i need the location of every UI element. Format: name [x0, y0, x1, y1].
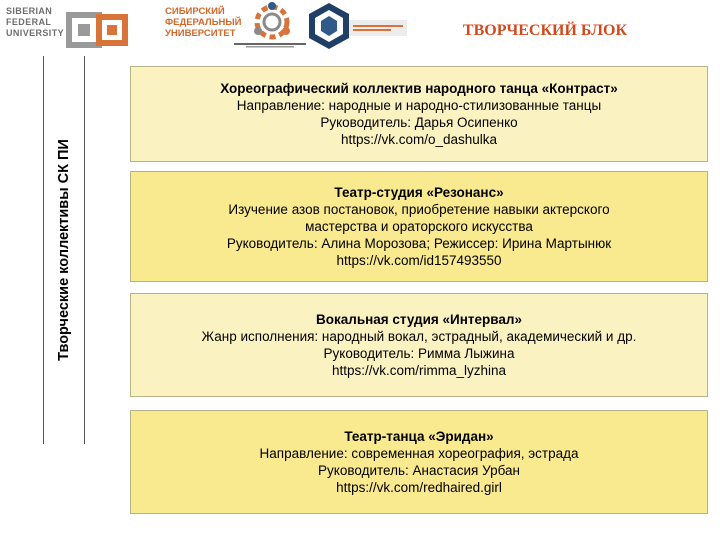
- sfu-logo: [6, 6, 156, 56]
- card-line: мастерства и ораторского искусства: [305, 219, 533, 234]
- page-title: ТВОРЧЕСКИЙ БЛОК: [462, 22, 628, 39]
- collective-card-kontrast: [130, 66, 708, 162]
- gear-emblem-icon: [236, 2, 308, 62]
- card-title: Театр-студия «Резонанс»: [334, 185, 504, 200]
- card-line: Руководитель: Анастасия Урбан: [318, 463, 520, 478]
- sfu-line: SIBERIAN: [6, 6, 53, 16]
- collective-card-eridan: [130, 410, 708, 514]
- sfu-logo-text: [6, 6, 64, 39]
- sfu-emblem-icon: [66, 8, 136, 52]
- ru-line: СИБИРСКИЙ: [165, 6, 225, 17]
- card-link[interactable]: https://vk.com/rimma_lyzhina: [331, 363, 507, 378]
- card-line: Жанр исполнения: народный вокал, эстрадный, академический и др.: [201, 329, 637, 344]
- ru-line: УНИВЕРСИТЕТ: [165, 28, 236, 39]
- card-link[interactable]: https://vk.com/redhaired.girl: [336, 480, 502, 495]
- card-line: Направление: народные и народно-стилизованные танцы: [236, 98, 602, 113]
- card-line: Руководитель: Римма Лыжина: [323, 346, 515, 361]
- card-link[interactable]: https://vk.com/id157493550: [336, 253, 502, 268]
- sidebar-panel: [43, 56, 85, 444]
- hexagon-logo-icon: [305, 0, 413, 58]
- card-line: Руководитель: Алина Морозова; Режиссер: Ирина Мартынюк: [226, 236, 612, 251]
- sfu-line: FEDERAL: [6, 17, 52, 27]
- card-link[interactable]: https://vk.com/o_dashulka: [340, 132, 498, 147]
- sfu-line: UNIVERSITY: [6, 28, 65, 38]
- collective-card-interval: [130, 293, 708, 397]
- card-line: Изучение азов постановок, приобретение навыки актерского: [228, 202, 610, 217]
- sidebar-label: Творческие коллективы СК ПИ: [56, 139, 72, 361]
- collective-card-rezonans: [130, 171, 708, 282]
- card-title: Театр-танца «Эридан»: [344, 429, 494, 444]
- gear-logo-caption: [230, 42, 310, 50]
- ru-logo: [165, 6, 242, 48]
- card-title: Хореографический коллектив народного танца «Контраст»: [220, 81, 618, 96]
- ru-line: ФЕДЕРАЛЬНЫЙ: [165, 17, 242, 28]
- card-line: Направление: современная хореография, эстрада: [259, 446, 579, 461]
- card-line: Руководитель: Дарья Осипенко: [320, 115, 518, 130]
- card-title: Вокальная студия «Интервал»: [316, 312, 522, 327]
